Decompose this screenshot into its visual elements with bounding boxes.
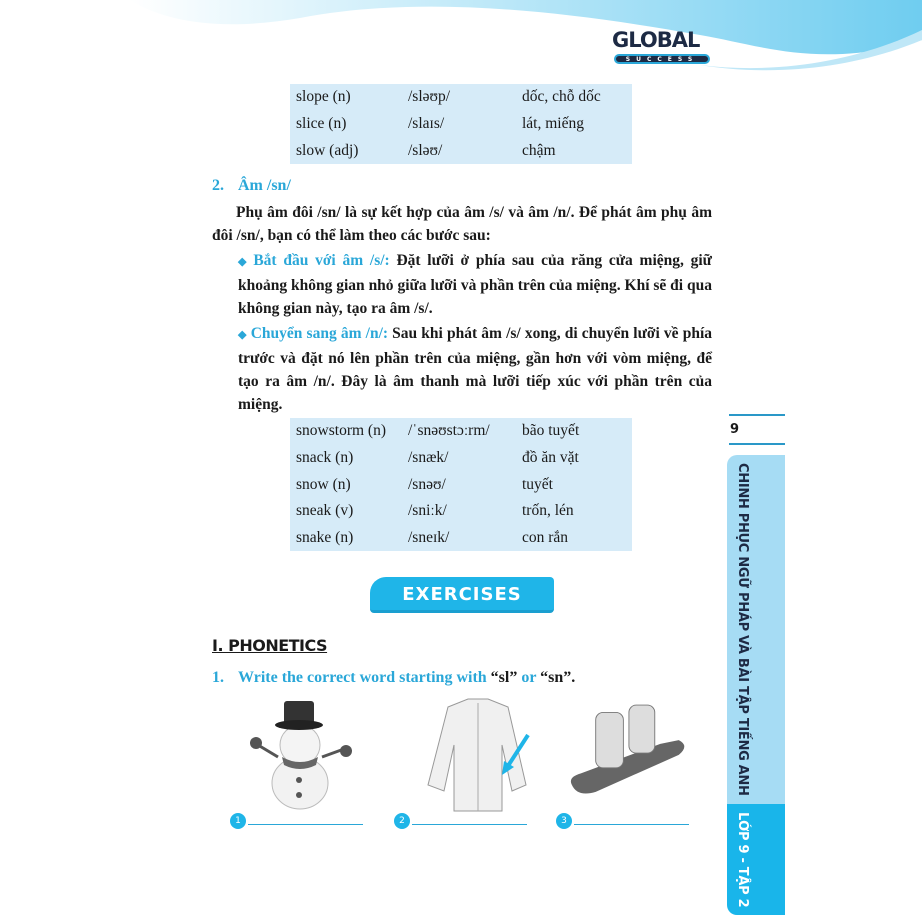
ipa: /ˈsnəʊstɔːrm/ [408,422,490,440]
answer-line[interactable] [412,824,527,825]
instruction-end: . [571,669,576,687]
answer-blank[interactable] [230,813,380,833]
ipa: /sləʊp/ [408,88,451,106]
table-row [290,137,632,164]
answer-row [212,813,712,835]
meaning: dốc, chỗ dốc [522,88,601,106]
exercise-instruction [212,667,712,689]
word: sneak (v) [296,502,354,520]
ipa: /sneɪk/ [408,529,450,547]
vocab-table-sn [290,418,632,551]
table-row [290,445,632,472]
section-number: 2. [212,177,224,194]
logo-sub: SUCCESS [614,54,710,64]
bullet-lead: Chuyển sang âm /n/: [250,325,389,342]
bullet-item [238,249,712,320]
exercise-pictures [212,695,712,813]
bullet-lead: Bắt đầu với âm /s/: [253,252,390,269]
word: snow (n) [296,475,351,493]
word: slow (adj) [296,141,359,159]
meaning: con rắn [522,529,569,547]
word: snack (n) [296,449,354,467]
bullet-item [238,322,712,416]
table-row [290,525,632,552]
answer-blank[interactable] [556,813,706,833]
answer-blank[interactable] [394,813,544,833]
page-number: 9 [730,422,740,437]
phonetics-heading: I. PHONETICS [212,636,328,656]
logo-word: GLOBAL [612,28,700,52]
option-sl: “sl” [490,669,518,687]
divider [729,443,785,445]
vocab-table-sl [290,84,632,164]
word: snake (n) [296,529,354,547]
header-wave [0,0,922,80]
word: snowstorm (n) [296,422,386,440]
meaning: bão tuyết [522,422,580,440]
answer-number: 2 [394,813,410,829]
main-content [212,176,712,835]
side-tab-accent [727,804,785,915]
table-row [290,498,632,525]
section-heading [212,176,712,196]
table-row [290,84,632,111]
snowboard-image [568,695,688,813]
section-title: Âm /sn/ [238,177,291,194]
meaning: tuyết [522,475,553,493]
meaning: chậm [522,141,556,159]
ipa: /slaɪs/ [408,115,445,133]
ipa: /snəʊ/ [408,475,446,493]
instruction-or: or [517,669,541,687]
ipa: /sniːk/ [408,502,447,520]
exercises-banner: EXERCISES [370,577,554,613]
answer-line[interactable] [574,824,689,825]
book-title: CHINH PHỤC NGỮ PHÁP VÀ BÀI TẬP TIẾNG ANH [735,463,750,796]
bullet-icon: ◆ [238,256,250,268]
global-success-logo [608,28,712,68]
answer-line[interactable] [248,824,363,825]
exercise-number: 1. [212,669,224,687]
side-tab-title-area [727,455,785,804]
instruction-text: Write the correct word starting with [238,669,491,687]
answer-number: 1 [230,813,246,829]
word: slope (n) [296,88,351,106]
word: slice (n) [296,115,347,133]
book-grade: LỚP 9 - TẬP 2 [735,811,750,907]
snowman-image [240,695,360,813]
intro-paragraph: Phụ âm đôi /sn/ là sự kết hợp của âm /s/ và âm /n/. Để phát âm phụ âm đôi /sn/, bạn có thể làm theo các bước sau: [212,204,712,244]
bullet-icon: ◆ [238,329,247,341]
table-row [290,418,632,445]
option-sn: “sn” [540,669,572,687]
meaning: lát, miếng [522,115,584,133]
side-tab [727,455,785,915]
table-row [290,471,632,498]
bullet-text: Đặt lưỡi ở phía sau của răng cửa miệng, giữ khoảng không gian nhỏ giữa lưỡi và phần trên của miệng. Khí sẽ đi qua không gian này, tạo ra âm /s/. [238,252,712,317]
divider [729,414,785,416]
meaning: đồ ăn vặt [522,449,579,467]
meaning: trốn, lén [522,502,574,520]
bullet-text: Sau khi phát âm /s/ xong, di chuyển lưỡi về phía trước và đặt nó lên phần trên của miệng, gần hơn với vòm miệng, để tạo ra âm /n/. Đây là âm thanh mà lưỡi tiếp xúc với phần trên của miệng. [238,325,712,413]
ipa: /sləʊ/ [408,141,443,159]
shirt-sleeve-image [418,695,538,813]
ipa: /snæk/ [408,449,449,467]
answer-number: 3 [556,813,572,829]
table-row [290,111,632,138]
